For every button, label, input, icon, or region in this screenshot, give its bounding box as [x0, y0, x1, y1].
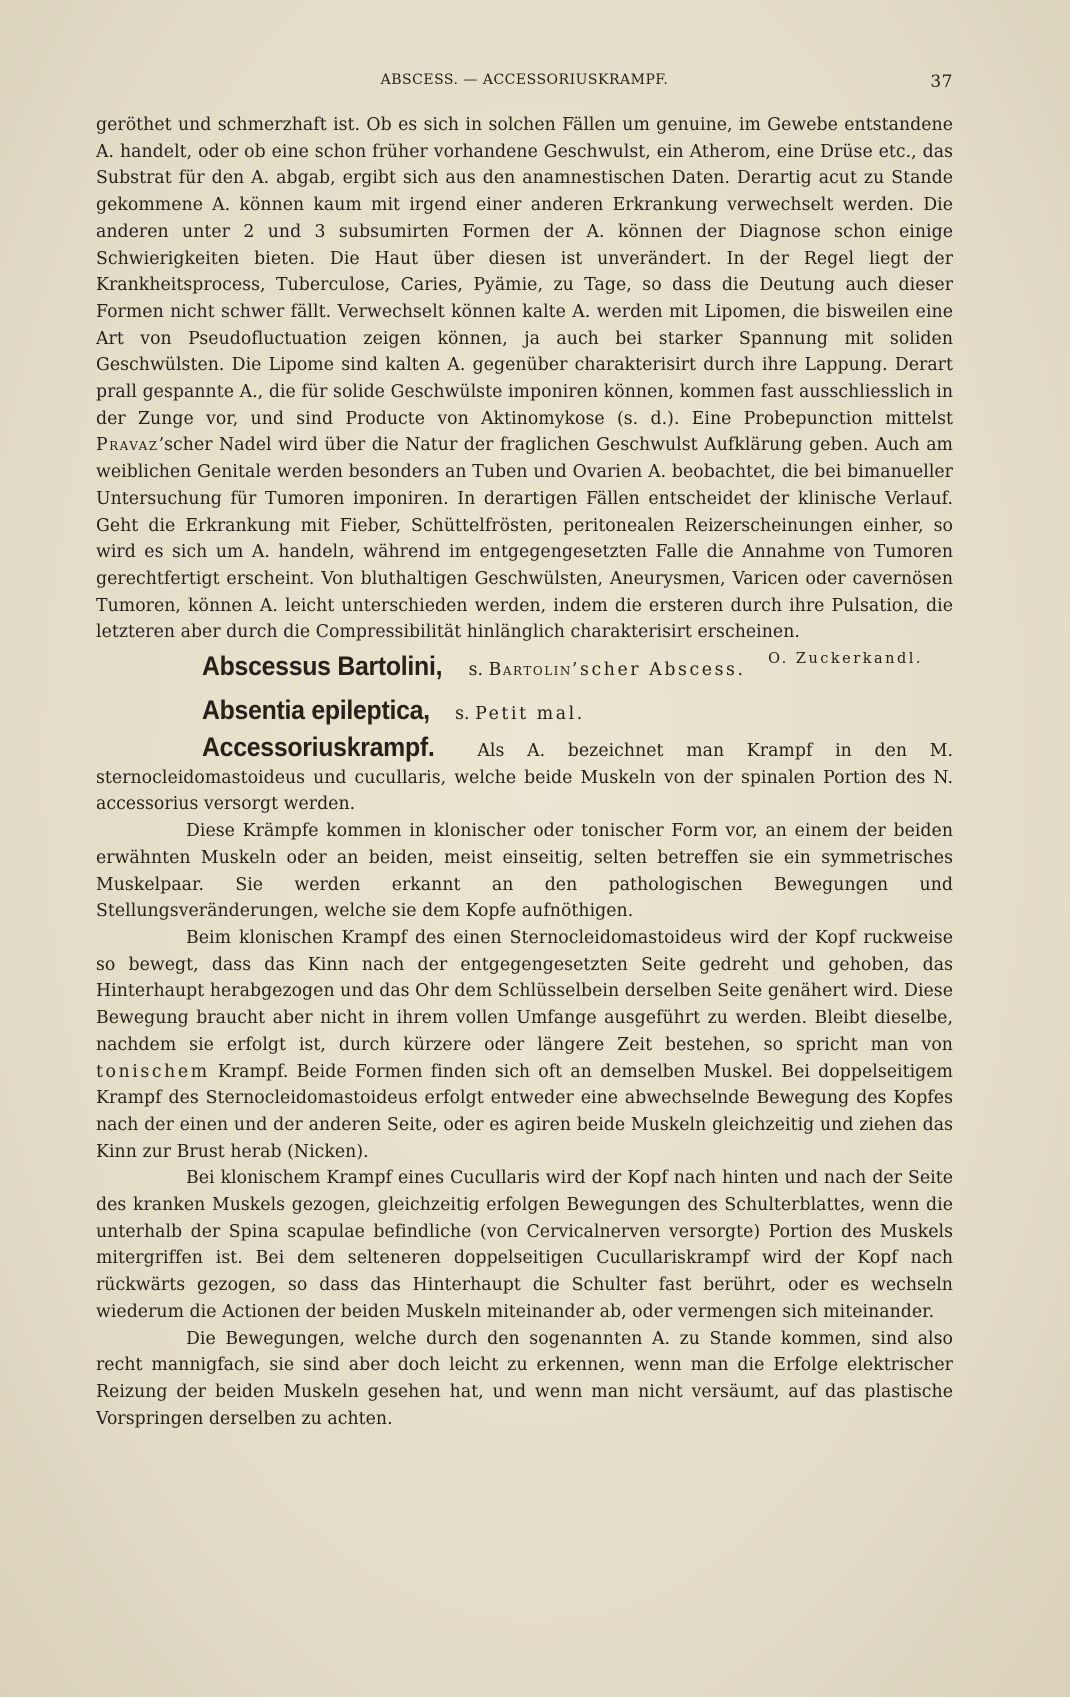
reference-target: ’scher Abscess.: [571, 660, 746, 681]
page-number: 37: [930, 72, 953, 92]
entry-absentia-epileptica: [96, 690, 953, 734]
entry-reference: [455, 704, 585, 724]
author-signature: O. Zuckerkandl.: [768, 651, 923, 668]
reference-target: Petit mal.: [475, 704, 585, 725]
pravaz-name: Pravaz: [96, 435, 159, 456]
abscess-text-part-2: ’scher Nadel wird über die Natur der fraglichen Geschwulst Aufklärung geben. Auch am weiblichen Genitale werden besonders an Tuben und Ovarien A. beobachtet, die bei bimanueller Untersuchung für Tumoren imponiren. In derartigen Fällen entscheidet der klinische Verlauf. Geht die Erkrankung mit Fieber, Schüttelfrösten, peritonealen Reizerscheinungen einher, so wird es sich um A. handeln, während im entgegengesetzten Falle die Annahme von Tumoren gerechtfertigt erscheint. Von bluthaltigen Geschwülsten, Aneurysmen, Varicen oder cavernösen Tumoren, können A. leicht unterschieden werden, indem die ersteren durch ihre Pulsation, die letzteren aber durch die Compressibilität hinlänglich charakterisirt erscheinen.: [96, 435, 953, 643]
page-header: [96, 72, 953, 94]
accessoriuskrampf-paragraph-5: Die Bewegungen, welche durch den sogenannten A. zu Stande kommen, sind also recht mannigfach, sie sind aber doch leicht zu erkennen, wenn man die Erfolge elektrischer Reizung der beiden Muskeln gesehen hat, und wenn man nicht versäumt, auf das plastische Vorspringen derselben zu achten.: [96, 1328, 953, 1429]
accessoriuskrampf-paragraph-2: Diese Krämpfe kommen in klonischer oder tonischer Form vor, an einem der beiden erwähnten Muskeln oder an beiden, meist einseitig, selten betreffen sie ein symmetrisches Muskelpaar. Sie werden erkannt an den pathologischen Bewegungen und Stellungsveränderungen, welche sie dem Kopfe aufnöthigen.: [96, 821, 953, 922]
accessoriuskrampf-paragraph-3: [96, 925, 953, 1165]
accessoriuskrampf-paragraph-4: Bei klonischem Krampf eines Cucullaris wird der Kopf nach hinten und nach der Seite des kranken Muskels gezogen, gleichzeitig erfolgen Bewegungen des Schulterblattes, wenn die unterhalb der Spina scapulae befindliche (von Cervicalnerven versorgte) Portion des Muskels mitergriffen ist. Bei dem selteneren doppelseitigen Cucullariskrampf wird der Kopf nach rückwärts gezogen, so dass das Hinterhaupt die Schulter fast berührt, oder es wechseln wiederum die Actionen der beiden Muskeln miteinander ab, oder vermengen sich miteinander.: [96, 1168, 953, 1322]
paragraph-3-part-2: Krampf. Beide Formen finden sich oft an demselben Muskel. Bei doppelseitigem Krampf des Sternocleidomastoideus erfolgt entweder eine abwechselnde Bewegung des Kopfes nach der einen und der anderen Seite, oder es agiren beide Muskeln gleichzeitig und ziehen das Kinn zur Brust herab (Nicken).: [96, 1061, 953, 1162]
entry-headword: Absentia epileptica,: [202, 695, 430, 726]
reference-name: Bartolin: [488, 660, 572, 681]
abscess-text-part-1: geröthet und schmerzhaft ist. Ob es sich in solchen Fällen um genuine, im Gewebe entstandene A. handelt, oder ob eine schon früher vorhandene Geschwulst, ein Atherom, eine Drüse etc., das Substrat für den A. abgab, ergibt sich aus den anamnestischen Daten. Derartig acut zu Stande gekommene A. können kaum mit irgend einer anderen Erkrankung verwechselt werden. Die anderen unter 2 und 3 subsumirten Formen der A. können der Diagnose schon einige Schwierigkeiten bieten. Die Haut über diesen ist unverändert. In der Regel liegt der Krankheitsprocess, Tuberculose, Caries, Pyämie, zu Tage, so dass die Deutung auch dieser Formen nicht schwer fällt. Verwechselt können kalte A. werden mit Lipomen, die bisweilen eine Art von Pseudofluctuation zeigen können, ja auch bei starker Spannung mit soliden Geschwülsten. Die Lipome sind kalten A. gegenüber charakterisirt durch ihre Lappung. Derart prall gespannte A., die für solide Geschwülste imponiren können, kommen fast ausschliesslich in der Zunge vor, und sind Producte von Aktinomykose (s. d.). Eine Probepunction mittelst: [96, 115, 953, 429]
reference-prefix: s.: [455, 704, 470, 725]
body-text: [96, 112, 953, 1432]
running-head: ABSCESS. — ACCESSORIUSKRAMPF.: [380, 72, 669, 88]
entry-headword: Accessoriuskrampf.: [202, 732, 435, 763]
entry-reference: [469, 660, 746, 680]
entry-headword: Abscessus Bartolini,: [202, 651, 443, 682]
emphasized-term: tonischem: [96, 1061, 210, 1082]
entry-accessoriuskrampf: [96, 734, 953, 818]
paragraph-3-part-1: Beim klonischen Krampf des einen Sternocleidomastoideus wird der Kopf ruckweise so bewegt, dass das Kinn nach der entgegengesetzten Seite gedreht und gehoben, das Hinterhaupt herabgezogen und das Ohr dem Schlüsselbein derselben Seite genähert wird. Diese Bewegung braucht aber nicht in ihrem vollen Umfange ausgeführt zu werden. Bleibt dieselbe, nachdem sie erfolgt ist, durch kürzere oder längere Zeit bestehen, so spricht man von: [96, 927, 953, 1055]
accessoriuskrampf-intro: Als A. bezeichnet man Krampf in den M. sternocleidomastoideus und cucullaris, welche beide Muskeln von der spinalen Portion des N. accessorius versorgt werden.: [96, 741, 953, 815]
reference-prefix: s.: [468, 660, 484, 681]
